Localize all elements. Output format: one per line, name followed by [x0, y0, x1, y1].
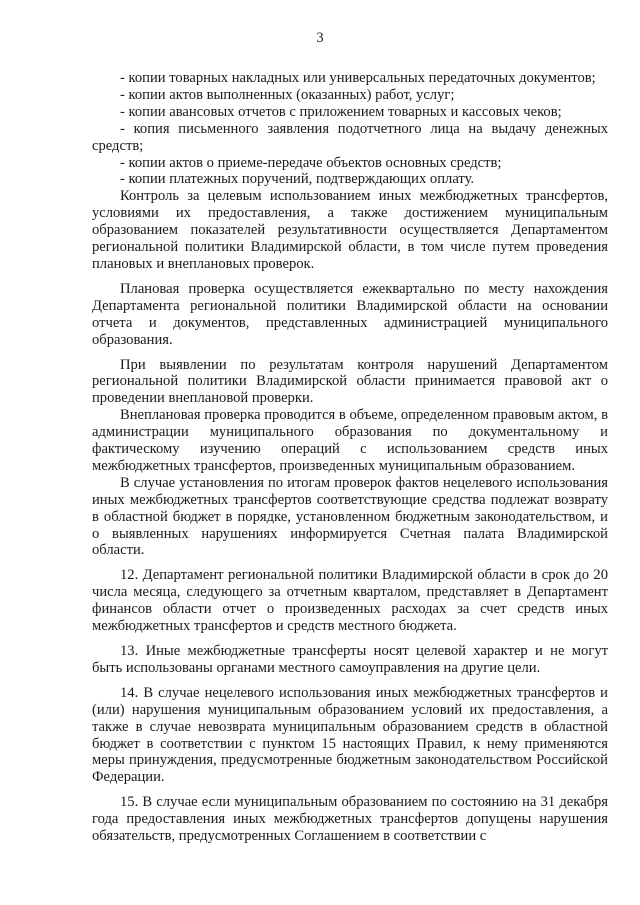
- list-item-invoices: - копии товарных накладных или универсальных передаточных документов;: [120, 70, 596, 86]
- paragraph-misuse-return: В случае установления по итогам проверок фактов нецелевого использования иных межбюджетных трансфертов соответствующие средства подлежат возврату в областной бюджет в порядке, установленном бюджетным законодательством, и о выявленных нарушениях информируется Счетная палата Владимирской области.: [92, 474, 608, 559]
- list-item-payment-orders: - копии платежных поручений, подтверждающих оплату.: [120, 171, 475, 188]
- paragraph-item-12: 12. Департамент региональной политики Владимирской области в срок до 20 числа месяца, следующего за отчетным кварталом, представляет в Департамент финансов области отчет о произведенных расходах за счет средств иных межбюджетных трансфертов и средств местного бюджета.: [92, 567, 608, 635]
- list-item-asset-transfer-acts: - копии актов о приеме-передаче объектов основных средств;: [120, 154, 502, 171]
- list-item-advance-reports: - копии авансовых отчетов с приложением товарных и кассовых чеков;: [120, 103, 562, 120]
- paragraph-item-14: 14. В случае нецелевого использования иных межбюджетных трансфертов и (или) нарушения муниципальным образованием условий их предоставления, а также в случае невозврата муниципальным образованием средств в областной бюджет в соответствии с пунктом 15 настоящих Правил, к нему применяются меры принуждения, предусмотренные бюджетным законодательством Российской Федерации.: [92, 684, 608, 786]
- paragraph-item-13: 13. Иные межбюджетные трансферты носят целевой характер и не могут быть использованы органами местного самоуправления на другие цели.: [92, 643, 608, 676]
- paragraph-unplanned-inspection: Внеплановая проверка проводится в объеме, определенном правовым актом, в администрации муниципального образования по документальному и фактическому изучению операций с использованием средств иных межбюджетных трансфертов, произведенных муниципальным образованием.: [92, 407, 608, 474]
- page-number: 3: [316, 30, 324, 46]
- document-body: [92, 70, 608, 845]
- paragraph-control: Контроль за целевым использованием иных межбюджетных трансфертов, условиями их предоставления, а также достижением муниципальным образованием показателей результативности осуществляется Департаментом региональной политики Владимирской области, в том числе путем проведения плановых и внеплановых проверок.: [92, 188, 608, 272]
- paragraph-violations-detected: При выявлении по результатам контроля нарушений Департаментом региональной политики Владимирской области принимается правовой акт о проведении внеплановой проверки.: [92, 356, 608, 407]
- list-item-written-application: - копия письменного заявления подотчетного лица на выдачу денежных средств;: [92, 120, 608, 154]
- list-item-work-acts: - копии актов выполненных (оказанных) работ, услуг;: [120, 86, 455, 103]
- paragraph-planned-inspection: Плановая проверка осуществляется ежеквартально по месту нахождения Департамента региональной политики Владимирской области на основании отчета и документов, представленных администрацией муниципального образования.: [92, 280, 608, 348]
- paragraph-item-15: 15. В случае если муниципальным образованием по состоянию на 31 декабря года предоставления иных межбюджетных трансфертов допущены нарушения обязательств, предусмотренных Соглашением в соответствии с: [92, 794, 608, 845]
